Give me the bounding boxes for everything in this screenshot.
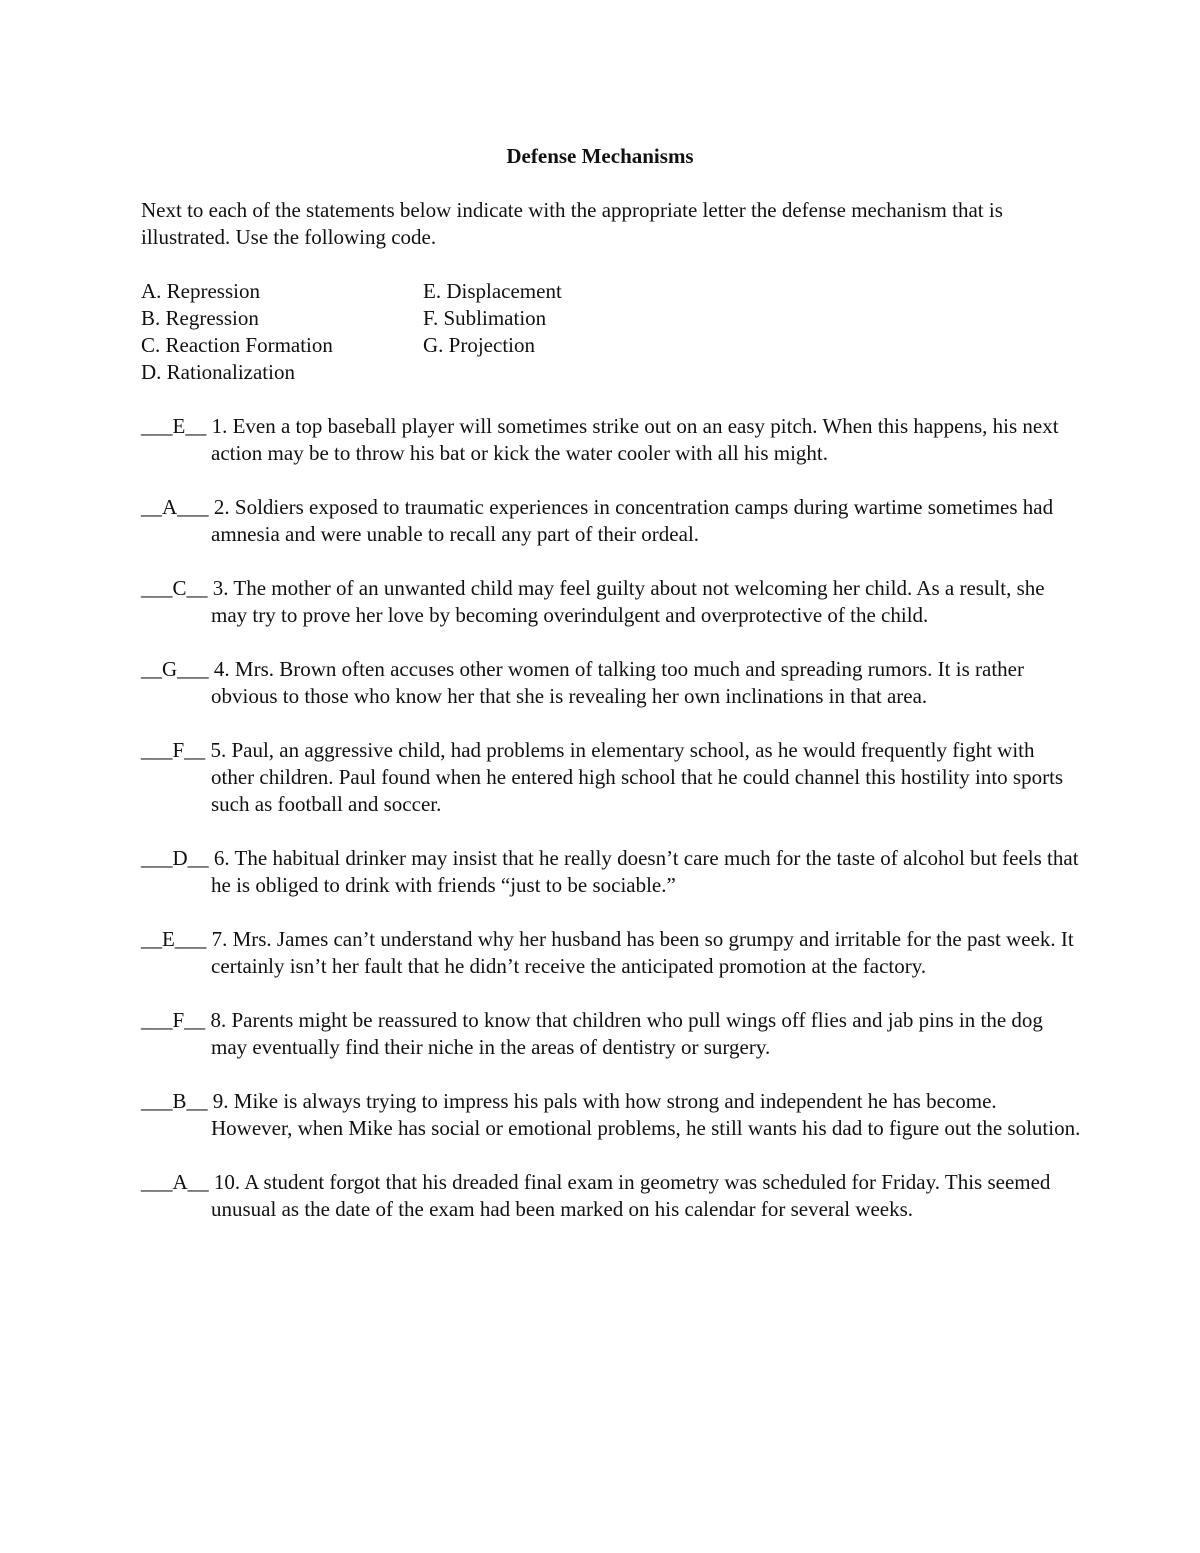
question-item <box>141 926 1081 980</box>
question-text: 3. The mother of an unwanted child may feel guilty about not welcoming her child. As a result, she may try to prove her love by becoming overindulgent and overprotective of the child. <box>207 576 1045 627</box>
answer-blank[interactable]: ___D__ <box>141 846 209 870</box>
answer-blank[interactable]: __G___ <box>141 657 209 681</box>
question-text: 6. The habitual drinker may insist that he really doesn’t care much for the taste of alcohol but feels that he is obliged to drink with friends “just to be sociable.” <box>208 846 1079 897</box>
answer-blank[interactable]: ___A__ <box>141 1170 209 1194</box>
code-item-regression: B. Regression <box>141 306 259 330</box>
page-title: Defense Mechanisms <box>506 144 694 168</box>
code-column-right <box>423 278 562 359</box>
question-item <box>141 656 1081 710</box>
answer-blank[interactable]: ___F__ <box>141 1008 206 1032</box>
question-text: 9. Mike is always trying to impress his pals with how strong and independent he has become. However, when Mike has social or emotional problems, he still wants his dad to figure out the solution. <box>207 1089 1081 1140</box>
code-column-left <box>141 278 333 386</box>
question-text: 1. Even a top baseball player will sometimes strike out on an easy pitch. When this happens, his next action may be to throw his bat or kick the water cooler with all his might. <box>206 414 1059 465</box>
question-text: 8. Parents might be reassured to know that children who pull wings off flies and jab pins in the dog may eventually find their niche in the areas of dentistry or surgery. <box>205 1008 1043 1059</box>
question-item <box>141 1007 1081 1061</box>
question-text: 7. Mrs. James can’t understand why her husband has been so grumpy and irritable for the past week. It certainly isn’t her fault that he didn’t receive the anticipated promotion at the factory. <box>206 927 1074 978</box>
code-item-reaction-formation: C. Reaction Formation <box>141 333 333 357</box>
question-item <box>141 845 1081 899</box>
question-item <box>141 413 1081 467</box>
answer-blank[interactable]: ___C__ <box>141 576 208 600</box>
question-text: 4. Mrs. Brown often accuses other women of talking too much and spreading rumors. It is rather obvious to those who know her that she is revealing her own inclinations in that area. <box>208 657 1024 708</box>
instructions-paragraph: Next to each of the statements below indicate with the appropriate letter the defense mechanism that is illustrated. Use the following code. <box>141 198 1003 249</box>
code-item-displacement: E. Displacement <box>423 279 562 303</box>
question-text: 10. A student forgot that his dreaded final exam in geometry was scheduled for Friday. This seemed unusual as the date of the exam had been marked on his calendar for several weeks. <box>208 1170 1051 1221</box>
answer-blank[interactable]: ___B__ <box>141 1089 208 1113</box>
question-item <box>141 494 1081 548</box>
question-text: 2. Soldiers exposed to traumatic experiences in concentration camps during wartime sometimes had amnesia and were unable to recall any part of their ordeal. <box>208 495 1054 546</box>
question-item <box>141 737 1081 818</box>
answer-blank[interactable]: __A___ <box>141 495 209 519</box>
code-item-sublimation: F. Sublimation <box>423 306 547 330</box>
question-item <box>141 575 1081 629</box>
answer-blank[interactable]: __E___ <box>141 927 207 951</box>
question-text: 5. Paul, an aggressive child, had problems in elementary school, as he would frequently fight with other children. Paul found when he entered high school that he could channel this hostility into sports such as football and soccer. <box>205 738 1064 816</box>
question-list <box>141 413 1081 1250</box>
answer-blank[interactable]: ___F__ <box>141 738 206 762</box>
code-item-rationalization: D. Rationalization <box>141 360 295 384</box>
answer-blank[interactable]: ___E__ <box>141 414 207 438</box>
question-item <box>141 1088 1081 1142</box>
code-item-repression: A. Repression <box>141 279 260 303</box>
question-item <box>141 1169 1081 1223</box>
code-item-projection: G. Projection <box>423 333 535 357</box>
